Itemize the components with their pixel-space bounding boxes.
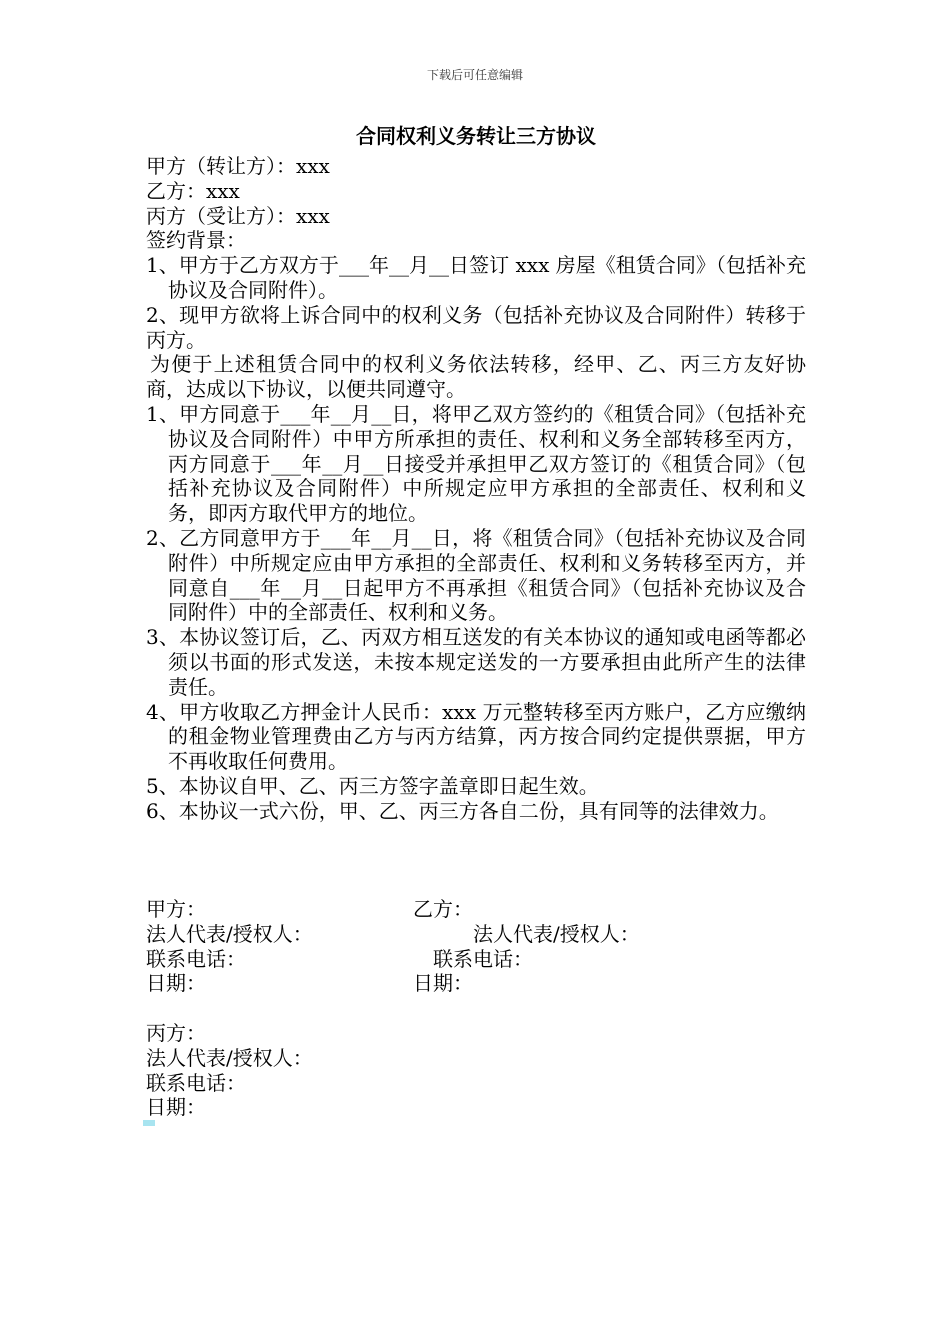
party-a-phone-label: 联系电话： [146, 946, 246, 971]
signature-block-ab [146, 897, 806, 996]
party-c-phone-label: 联系电话： [146, 1070, 246, 1095]
party-a-sign-label: 甲方： [146, 897, 206, 921]
header-note: 下载后可任意编辑 [426, 68, 523, 82]
party-c-rep-label: 法人代表/授权人： [146, 1045, 313, 1070]
clause-item: 6、本协议一式六份，甲、乙、丙三方各自二份，具有同等的法律效力。 [146, 798, 779, 823]
party-b-rep-label: 法人代表/授权人： [473, 921, 640, 946]
clause-item: 5、本协议自甲、乙、丙三方签字盖章即日起生效。 [146, 773, 599, 798]
background-label: 签约背景： [146, 228, 246, 253]
background-item: 1、甲方于乙方双方于___年__月__日签订 xxx 房屋《租赁合同》（包括补充协议及合同附件）。 [146, 253, 806, 302]
clause-item: 3、本协议签订后，乙、丙双方相互送发的有关本协议的通知或电函等都必须以书面的形式发送，未按本规定送发的一方要承担由此所产生的法律责任。 [146, 625, 806, 699]
party-b-line: 乙方：xxx [146, 178, 240, 203]
background-item: 2、现甲方欲将上诉合同中的权利义务（包括补充协议及合同附件）转移于丙方。 [146, 302, 806, 352]
party-c-line: 丙方（受让方）：xxx [146, 203, 330, 228]
party-a-date-label: 日期： [146, 971, 206, 996]
party-a-rep-label: 法人代表/授权人： [146, 921, 313, 946]
document-title: 合同权利义务转让三方协议 [356, 124, 596, 148]
party-c-date-label: 日期： [146, 1095, 206, 1120]
document-body [146, 118, 806, 824]
preamble: 为便于上述租赁合同中的权利义务依法转移，经甲、乙、丙三方友好协商，达成以下协议，以便共同遵守。 [146, 352, 806, 402]
party-c-sign-label: 丙方： [146, 1021, 206, 1045]
party-b-date-label: 日期： [413, 971, 473, 996]
text-cursor-mark [143, 1120, 155, 1126]
clause-item: 4、甲方收取乙方押金计人民币：xxx 万元整转移至丙方账户，乙方应缴纳的租金物业管理费由乙方与丙方结算，丙方按合同约定提供票据，甲方不再收取任何费用。 [146, 699, 806, 774]
party-b-phone-label: 联系电话： [433, 946, 533, 971]
party-a-line: 甲方（转让方）：xxx [146, 154, 330, 178]
party-b-sign-label: 乙方： [413, 897, 473, 921]
signature-block-c [146, 1021, 546, 1120]
clause-item: 1、甲方同意于___年__月__日，将甲乙双方签约的《租赁合同》（包括补充协议及合同附件）中甲方所承担的责任、权利和义务全部转移至丙方，丙方同意于___年__月__日接受并承担甲乙双方签订的《租赁合同》（包括补充协议及合同附件）中所规定应甲方承担的全部责任、权利和义务，即丙方取代甲方的地位。 [146, 401, 806, 526]
clause-item: 2、乙方同意甲方于___年__月__日，将《租赁合同》（包括补充协议及合同附件）中所规定应由甲方承担的全部责任、权利和义务转移至丙方，并同意自___年__月__日起甲方不再承担《租赁合同》（包括补充协议及合同附件）中的全部责任、权利和义务。 [146, 525, 806, 625]
